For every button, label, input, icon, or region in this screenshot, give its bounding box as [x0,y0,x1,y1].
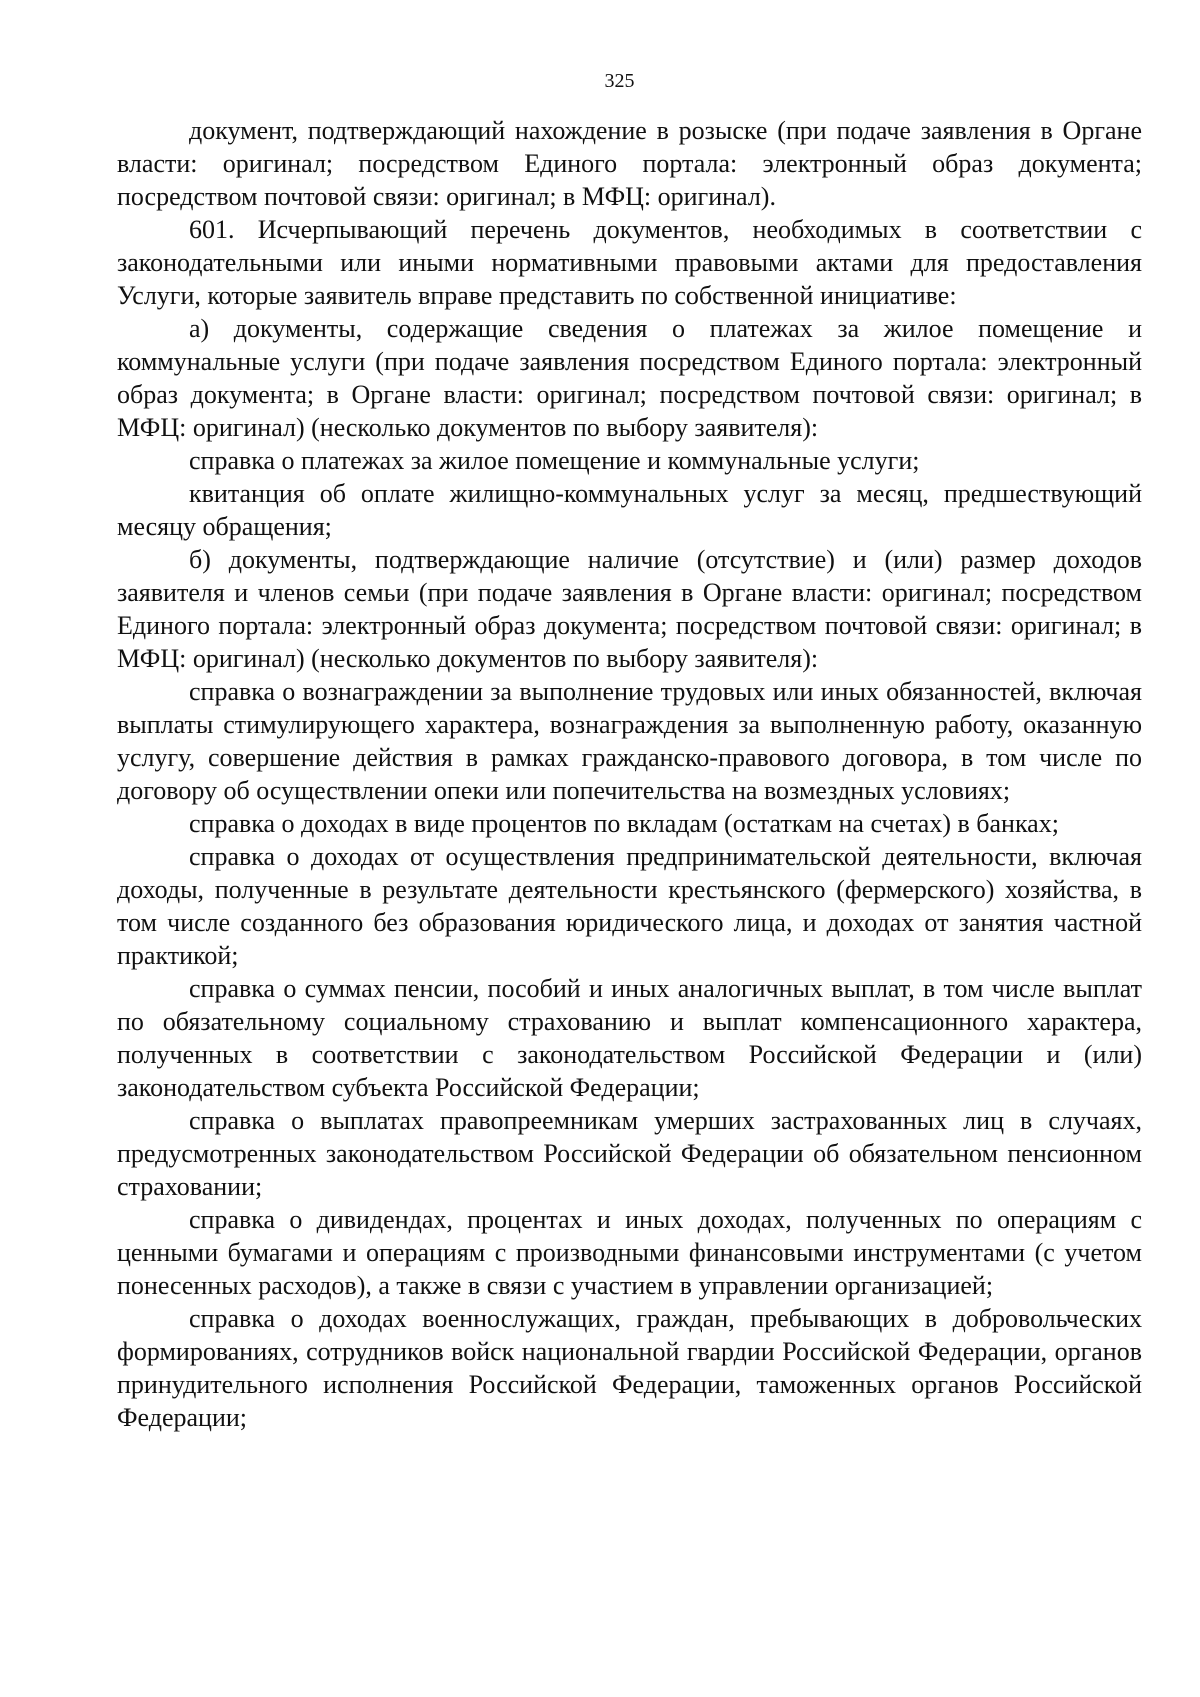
paragraph-item-a: а) документы, содержащие сведения о платежах за жилое помещение и коммунальные услуги (при подаче заявления посредством Единого портала: электронный образ документа; в Органе власти: оригинал; посредством почтовой связи: оригинал; в МФЦ: оригинал) (несколько документов по выбору заявителя): [117,314,1142,442]
paragraph-pension-certificate: справка о суммах пенсии, пособий и иных аналогичных выплат, в том числе выплат по обязательному социальному страхованию и выплат компенсационного характера, полученных в соответствии с законодательством Российской Федерации и (или) законодательством субъекта Российской Федерации; [117,974,1142,1102]
paragraph-dividends-certificate: справка о дивидендах, процентах и иных доходах, полученных по операциям с ценными бумагами и операциям с производными финансовыми инструментами (с учетом понесенных расходов), а также в связи с участием в управлении организацией; [117,1205,1142,1300]
paragraph-remuneration-certificate: справка о вознаграждении за выполнение трудовых или иных обязанностей, включая выплаты стимулирующего характера, вознаграждения за выполненную работу, оказанную услугу, совершение действия в рамках гражданско-правового договора, в том числе по договору об осуществлении опеки или попечительства на возмездных условиях; [117,677,1142,805]
page-number: 325 [604,70,635,92]
paragraph-search-document: документ, подтверждающий нахождение в розыске (при подаче заявления в Органе власти: оригинал; посредством Единого портала: электронный образ документа; посредством почтовой связи: оригинал; в МФЦ: оригинал). [117,116,1142,211]
paragraph-business-income-certificate: справка о доходах от осуществления предпринимательской деятельности, включая доходы, полученные в результате деятельности крестьянского (фермерского) хозяйства, в том числе созданного без образования юридического лица, и доходах от занятия частной практикой; [117,842,1142,970]
paragraph-601-list-heading: 601. Исчерпывающий перечень документов, необходимых в соответствии с законодательными или иными нормативными правовыми актами для предоставления Услуги, которые заявитель вправе представить по собственной инициативе: [117,215,1142,310]
document-body [117,114,1142,1434]
paragraph-deposit-interest-certificate: справка о доходах в виде процентов по вкладам (остаткам на счетах) в банках; [189,809,1059,838]
paragraph-successors-payments-certificate: справка о выплатах правопреемникам умерших застрахованных лиц в случаях, предусмотренных законодательством Российской Федерации об обязательном пенсионном страховании; [117,1106,1142,1201]
paragraph-item-b: б) документы, подтверждающие наличие (отсутствие) и (или) размер доходов заявителя и членов семьи (при подаче заявления в Органе власти: оригинал; посредством Единого портала: электронный образ документа; посредством почтовой связи: оригинал; в МФЦ: оригинал) (несколько документов по выбору заявителя): [117,545,1142,673]
paragraph-utility-receipt: квитанция об оплате жилищно-коммунальных услуг за месяц, предшествующий месяцу обращения; [117,479,1142,541]
paragraph-military-income-certificate: справка о доходах военнослужащих, граждан, пребывающих в добровольческих формированиях, сотрудников войск национальной гвардии Российской Федерации, органов принудительного исполнения Российской Федерации, таможенных органов Российской Федерации; [117,1304,1142,1432]
paragraph-payments-certificate: справка о платежах за жилое помещение и коммунальные услуги; [189,446,920,475]
